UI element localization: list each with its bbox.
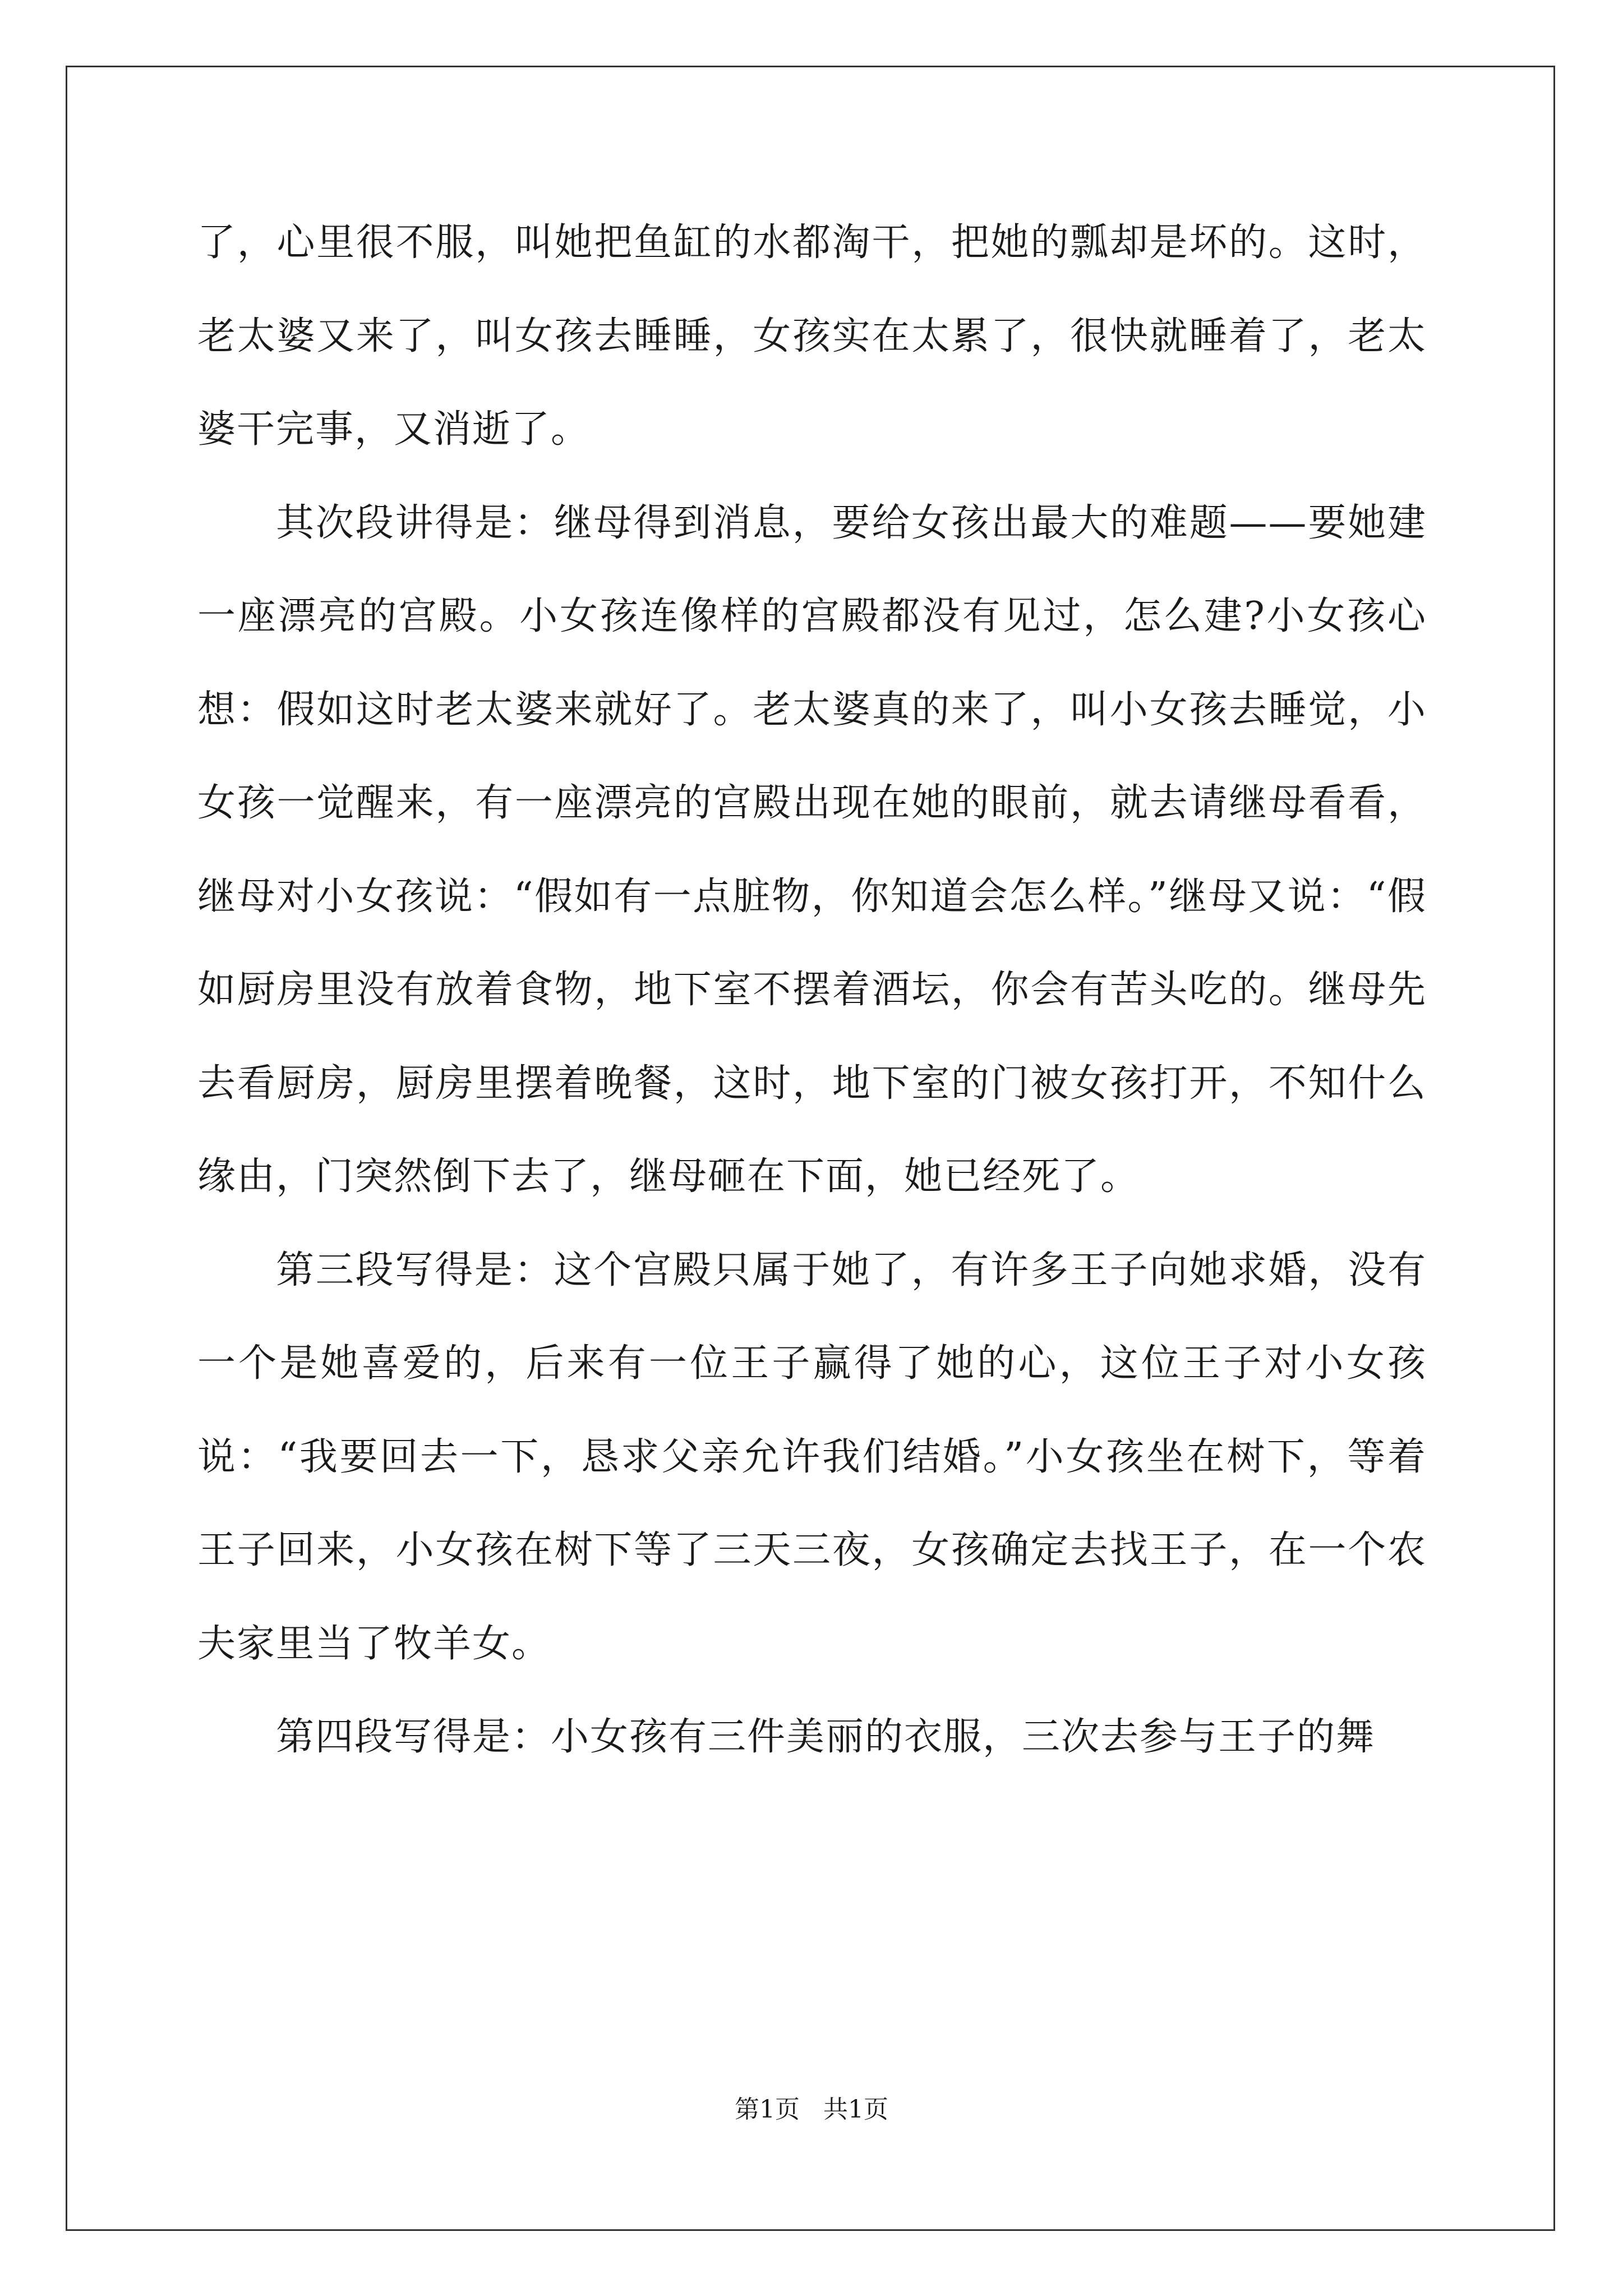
document-body	[197, 196, 1427, 1784]
paragraph-1: 了，心里很不服，叫她把鱼缸的水都淘干，把她的瓢却是坏的。这时，老太婆又来了，叫女孩去睡睡，女孩实在太累了，很快就睡着了，老太婆干完事，又消逝了。	[197, 220, 1427, 452]
paragraph-2: 其次段讲得是：继母得到消息，要给女孩出最大的难题——要她建一座漂亮的宫殿。小女孩连像样的宫殿都没有见过，怎么建?小女孩心想：假如这时老太婆来就好了。老太婆真的来了，叫小女孩去睡觉，小女孩一觉醒来，有一座漂亮的宫殿出现在她的眼前，就去请继母看看，继母对小女孩说：“假如有一点脏物，你知道会怎么样。”继母又说：“假如厨房里没有放着食物，地下室不摆着酒坛，你会有苦头吃的。继母先去看厨房，厨房里摆着晚餐，这时，地下室的门被女孩打开，不知什么缘由，门突然倒下去了，继母砸在下面，她已经死了。	[197, 500, 1427, 1199]
paragraph-4: 第四段写得是：小女孩有三件美丽的衣服，三次去参与王子的舞	[276, 1715, 1376, 1759]
page-number-footer: 第1页 共1页	[735, 2095, 888, 2124]
paragraph-3: 第三段写得是：这个宫殿只属于她了，有许多王子向她求婚，没有一个是她喜爱的，后来有一位王子赢得了她的心，这位王子对小女孩说：“我要回去一下，恳求父亲允许我们结婚。”小女孩坐在树下，等着王子回来，小女孩在树下等了三天三夜，女孩确定去找王子，在一个农夫家里当了牧羊女。	[197, 1248, 1427, 1666]
